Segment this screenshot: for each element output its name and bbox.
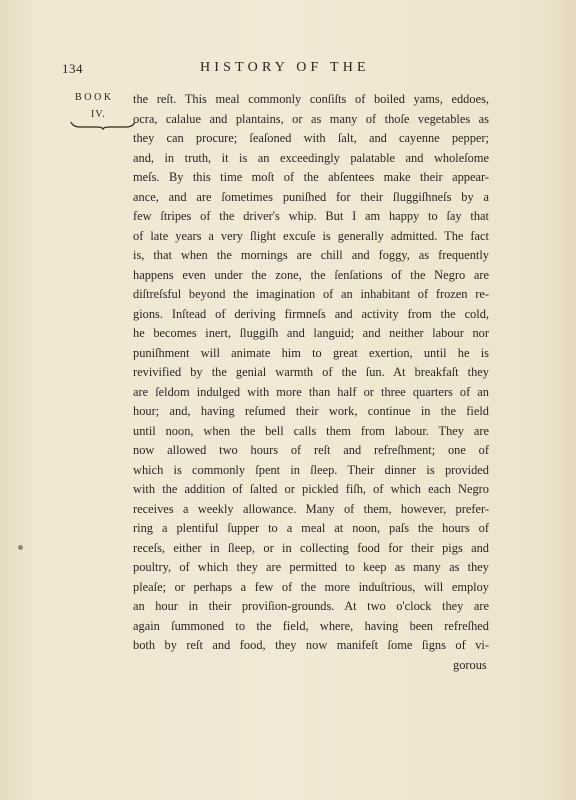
text-line: diſtreſsful beyond the imagination of an inhabitant of frozen re-	[133, 287, 489, 301]
text-line: with the addition of ſalted or pickled fiſh, of which each Negro	[133, 482, 489, 496]
text-line: ocra, calalue and plantains, or as many of thoſe vegetables as	[133, 111, 489, 126]
text-line: poultry, of which they are permitted to keep as many as they	[133, 560, 489, 574]
text-line: happens even under the zone, the ſenſations of the Negro are	[133, 267, 489, 282]
text-line: puniſhment will animate him to great exertion, until he is	[133, 345, 489, 360]
text-line: is, that when the mornings are chill and foggy, as frequently	[133, 248, 489, 262]
text-line: ance, and are ſometimes puniſhed for their ſluggiſhneſs by a	[133, 189, 489, 204]
text-line: both by reſt and food, they now manifeſt ſome ſigns of vi-	[133, 638, 489, 652]
text-line: which is commonly ſpent in ſleep. Their dinner is provided	[133, 462, 489, 477]
text-line: gions. Inſtead of deriving firmneſs and activity from the cold,	[133, 306, 489, 321]
text-line: an hour in their proviſion-grounds. At two o'clock they are	[133, 599, 489, 613]
margin-book-label: BOOK	[75, 92, 114, 103]
text-line: he becomes inert, ſluggiſh and languid; and neither labour nor	[133, 326, 489, 340]
text-line: few ſtripes of the driver's whip. But I am happy to ſay that	[133, 209, 489, 223]
margin-book-number: IV.	[91, 109, 106, 120]
text-line: revivified by the genial warmth of the ſun. At breakfaſt they	[133, 365, 489, 379]
text-line: until noon, when the bell calls them from labour. They are	[133, 423, 489, 438]
text-line: now allowed two hours of reſt and refreſhment; one of	[133, 443, 489, 457]
text-line: pleaſe; or perhaps a few of the more induſtrious, will employ	[133, 579, 489, 594]
text-line: hour; and, having reſumed their work, continue in the field	[133, 404, 489, 418]
text-line: receſs, either in ſleep, or in collecting food for their pigs and	[133, 540, 489, 555]
text-line: ring a plentiful ſupper to a meal at noon, paſs the hours of	[133, 521, 489, 535]
text-line: meſs. By this time moſt of the abſentees make their appear-	[133, 170, 489, 184]
text-line: of late years a very ſlight excuſe is generally admitted. The fact	[133, 228, 489, 243]
text-line: again ſummoned to the field, where, having been refreſhed	[133, 618, 489, 633]
text-line: they can procure; ſeaſoned with ſalt, and cayenne pepper;	[133, 131, 489, 145]
page-number: 134	[62, 61, 83, 76]
catchword: gorous	[453, 657, 487, 672]
text-line: the reſt. This meal commonly conſiſts of boiled yams, eddoes,	[133, 92, 489, 106]
running-head: HISTORY OF THE	[200, 60, 370, 75]
text-line: and, in truth, it is an exceedingly palatable and wholeſome	[133, 150, 489, 165]
text-line: receives a weekly allowance. Many of them, however, prefer-	[133, 501, 489, 516]
text-line: are ſeldom indulged with more than half or three quarters of an	[133, 384, 489, 399]
